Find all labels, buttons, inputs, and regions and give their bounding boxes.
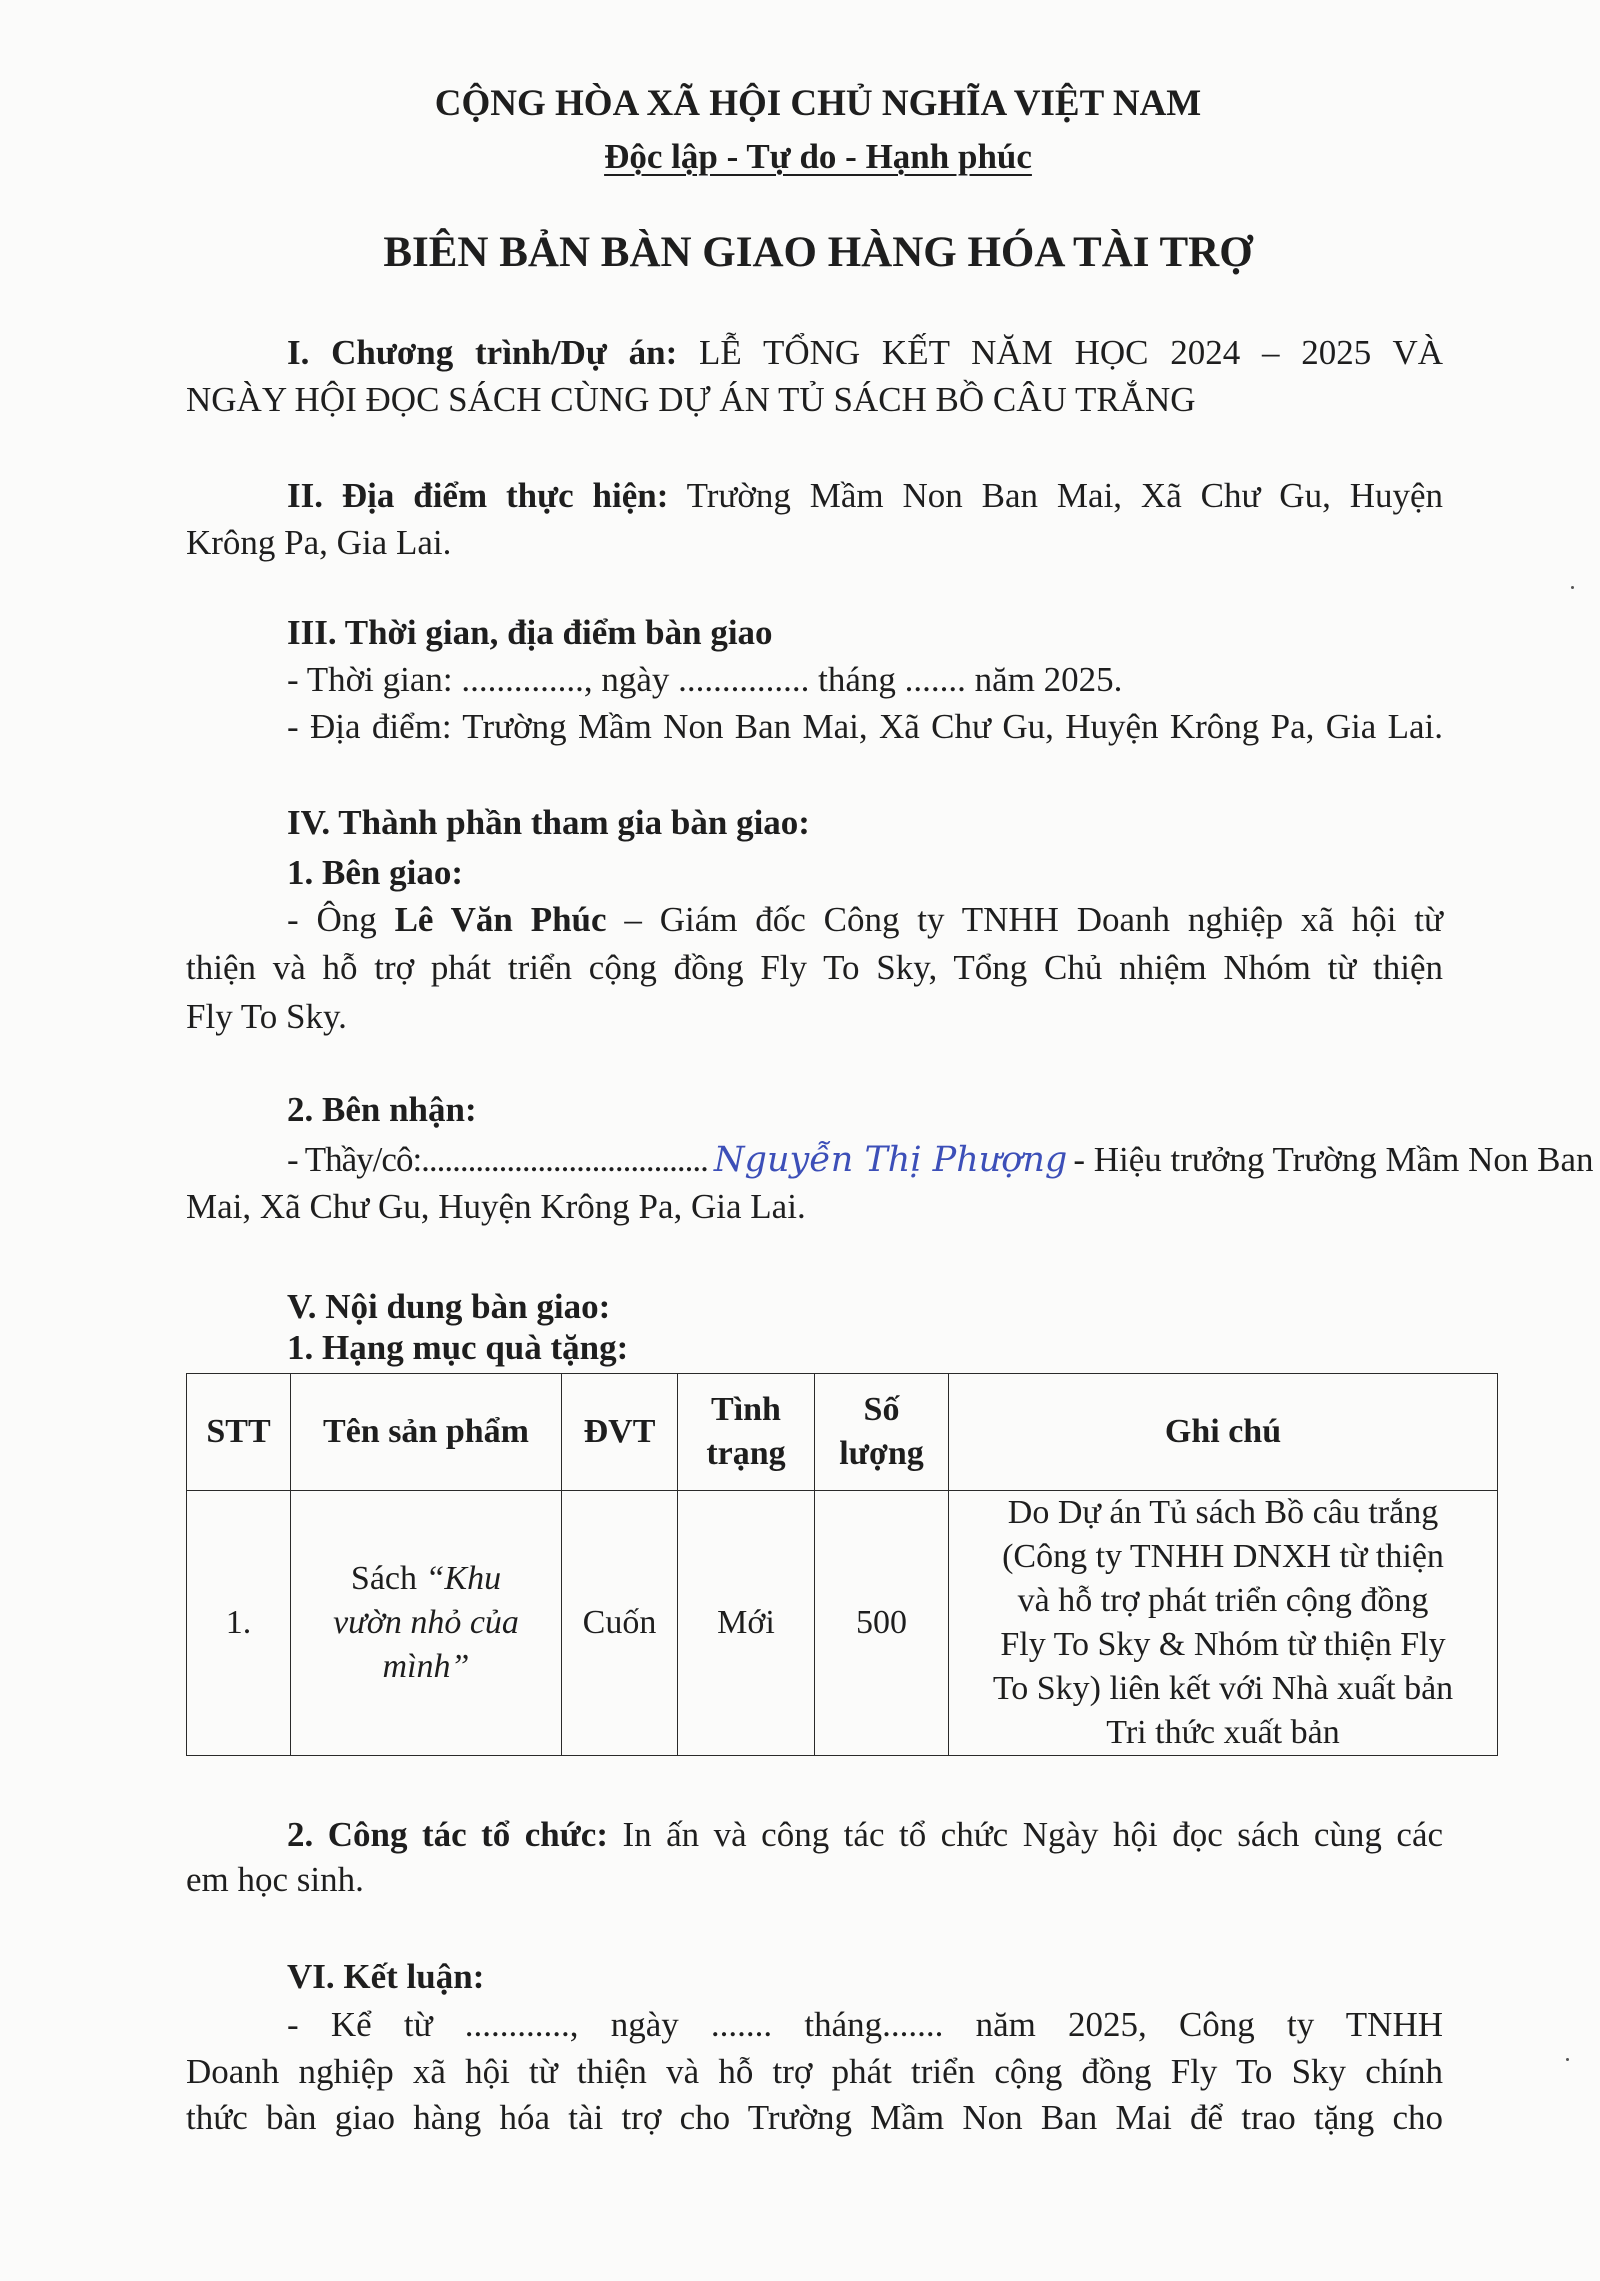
giver-line-1 — [287, 898, 1443, 942]
section-5-heading: V. Nội dung bàn giao: — [287, 1287, 611, 1326]
receiver-line-1-rest: - Hiệu trưởng Trường Mầm Non Ban — [1073, 1140, 1594, 1179]
col-header-note: Ghi chú — [949, 1374, 1498, 1491]
col-header-stt: STT — [187, 1374, 291, 1491]
col-header-product-name: Tên sản phẩm — [291, 1374, 562, 1491]
cell-stt: 1. — [187, 1491, 291, 1756]
organization-label: 2. Công tác tổ chức: — [287, 1815, 608, 1854]
note-line: (Công ty TNHH DNXH từ thiện — [1002, 1538, 1444, 1575]
section-4-heading: IV. Thành phần tham gia bàn giao: — [287, 803, 810, 842]
conclusion-line-1: - Kể từ ............, ngày ....... tháng....... năm 2025, Công ty TNHH — [287, 2005, 1443, 2044]
items-heading: 1. Hạng mục quà tặng: — [287, 1328, 629, 1367]
document-title: BIÊN BẢN BÀN GIAO HÀNG HÓA TÀI TRỢ — [383, 229, 1253, 276]
conclusion-line-3: thức bàn giao hàng hóa tài trợ cho Trường Mầm Non Ban Mai để trao tặng cho — [186, 2098, 1443, 2137]
note-line: Do Dự án Tủ sách Bồ câu trắng — [1007, 1494, 1439, 1531]
giver-line-2: thiện và hỗ trợ phát triển cộng đồng Fly To Sky, Tổng Chủ nhiệm Nhóm từ thiện — [186, 948, 1443, 987]
receiver-line-2: Mai, Xã Chư Gu, Huyện Krông Pa, Gia Lai. — [186, 1187, 806, 1226]
col-header-status — [678, 1374, 815, 1491]
section-3-heading: III. Thời gian, địa điểm bàn giao — [287, 613, 773, 652]
scan-speck — [1571, 586, 1574, 589]
section-2-label: II. Địa điểm thực hiện: — [287, 476, 669, 515]
giver-prefix: - Ông — [287, 900, 377, 939]
giver-line-3: Fly To Sky. — [186, 997, 347, 1036]
motto-text: Độc lập - Tự do - Hạnh phúc — [604, 137, 1032, 176]
cell-quantity: 500 — [815, 1491, 949, 1756]
section-1-line-2: NGÀY HỘI ĐỌC SÁCH CÙNG DỰ ÁN TỦ SÁCH BỒ CÂU TRẮNG — [186, 380, 1196, 419]
giver-line-1-rest: – Giám đốc Công ty TNHH Doanh nghiệp xã hội từ — [624, 900, 1444, 939]
nation-heading: CỘNG HÒA XÃ HỘI CHỦ NGHĨA VIỆT NAM — [434, 83, 1202, 124]
motto — [0, 135, 1600, 179]
receiver-heading: 2. Bên nhận: — [287, 1090, 477, 1129]
col-header-qty-l1: Số — [863, 1391, 900, 1428]
conclusion-line-2: Doanh nghiệp xã hội từ thiện và hỗ trợ phát triển cộng đồng Fly To Sky chính — [186, 2052, 1443, 2091]
product-title-1: “Khu — [425, 1560, 502, 1597]
product-prefix: Sách — [350, 1560, 417, 1597]
col-header-qty-l2: lượng — [839, 1435, 924, 1472]
col-header-status-l2: trạng — [706, 1435, 786, 1472]
section-1-label: I. Chương trình/Dự án: — [287, 333, 678, 372]
note-line: Fly To Sky & Nhóm từ thiện Fly — [1000, 1626, 1446, 1663]
handover-time-line: - Thời gian: .............., ngày ............... tháng ....... năm 2025. — [287, 660, 1123, 699]
section-2-line-1 — [287, 474, 1443, 518]
scan-speck — [1566, 2058, 1569, 2061]
section-6-heading: VI. Kết luận: — [287, 1957, 485, 1996]
table-header-row — [187, 1374, 1498, 1491]
col-header-unit: ĐVT — [562, 1374, 678, 1491]
col-header-quantity — [815, 1374, 949, 1491]
handwritten-receiver-name: Nguyễn Thị Phượng — [713, 1140, 1068, 1180]
organization-text-1: In ấn và công tác tổ chức Ngày hội đọc sách cùng các — [622, 1815, 1444, 1854]
col-header-status-l1: Tình — [711, 1391, 781, 1428]
organization-line-1 — [287, 1813, 1443, 1857]
section-1-text-1: LỄ TỔNG KẾT NĂM HỌC 2024 – 2025 VÀ — [699, 333, 1443, 372]
note-line: To Sky) liên kết với Nhà xuất bản — [992, 1670, 1454, 1707]
table-row — [187, 1491, 1498, 1756]
cell-note — [949, 1491, 1498, 1756]
receiver-line-1 — [287, 1138, 1594, 1182]
note-line: và hỗ trợ phát triển cộng đồng — [1017, 1582, 1429, 1619]
cell-unit: Cuốn — [562, 1491, 678, 1756]
cell-product-name — [291, 1491, 562, 1756]
cell-status: Mới — [678, 1491, 815, 1756]
section-2-text-1: Trường Mầm Non Ban Mai, Xã Chư Gu, Huyện — [686, 476, 1444, 515]
handover-place-line: - Địa điểm: Trường Mầm Non Ban Mai, Xã Chư Gu, Huyện Krông Pa, Gia Lai. — [287, 707, 1443, 746]
organization-line-2: em học sinh. — [186, 1860, 364, 1899]
product-title-2: vườn nhỏ của — [333, 1604, 519, 1641]
gift-items-table — [186, 1373, 1498, 1756]
section-2-line-2: Krông Pa, Gia Lai. — [186, 523, 452, 562]
note-line: Tri thức xuất bản — [1106, 1714, 1340, 1751]
product-title-3: mình” — [382, 1648, 470, 1685]
receiver-prefix: - Thầy/cô:..................................... — [287, 1140, 708, 1179]
giver-heading: 1. Bên giao: — [287, 853, 463, 892]
section-1-line-1 — [287, 331, 1443, 375]
giver-name: Lê Văn Phúc — [394, 900, 607, 939]
